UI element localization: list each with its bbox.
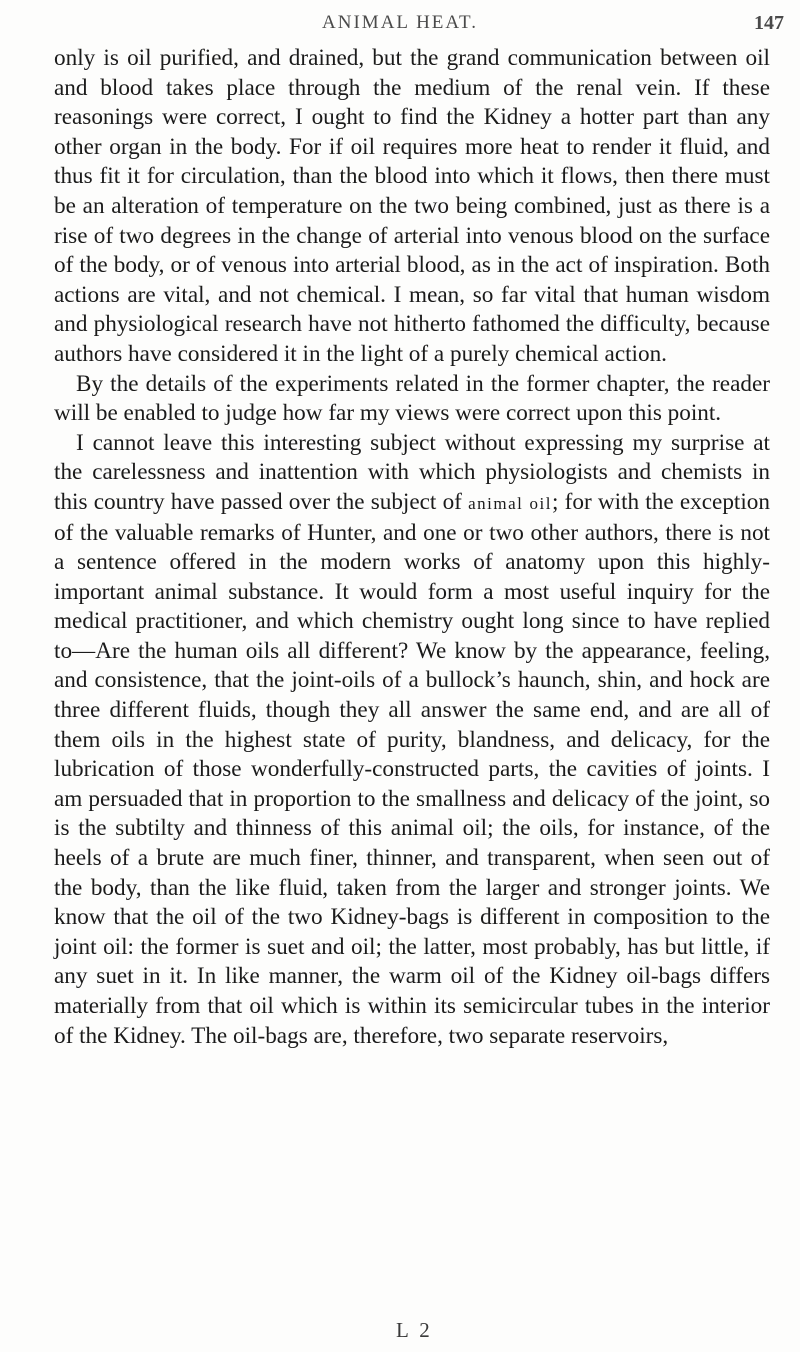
paragraph-text-start: I cannot leave this interesting subject without expressing my surprise at the carelessness and inattention with which physiologists and chemists in this country have passed over the subject of	[54, 429, 770, 515]
paragraph-experiments: By the details of the experiments related in the former chapter, the reader will be enabled to judge how far my views were correct upon this point.	[54, 370, 770, 427]
signature-mark: L 2	[396, 1318, 433, 1342]
running-head	[0, 12, 800, 38]
running-title: ANIMAL HEAT.	[322, 12, 478, 33]
paragraph-animal-oil	[54, 429, 770, 1051]
page-number: 147	[754, 12, 784, 34]
body-text	[54, 44, 770, 1051]
small-caps-term: animal oil	[468, 493, 552, 513]
paragraph-continued: only is oil purified, and drained, but the grand communication between oil and blood takes place through the medium of the renal vein. If these reasonings were correct, I ought to find the Kidney a hotter part than any other organ in the body. For if oil requires more heat to render it fluid, and thus fit it for circulation, than the blood into which it flows, then there must be an alteration of temperature on the two being combined, just as there is a rise of two degrees in the change of arterial into venous blood on the surface of the body, or of venous into arterial blood, as in the act of inspiration. Both actions are vital, and not chemical. I mean, so far vital that human wisdom and physiological research have not hitherto fathomed the difficulty, because authors have considered it in the light of a purely chemical action.	[54, 45, 770, 367]
paragraph-text-end: ; for with the exception of the valuable remarks of Hunter, and one or two other authors, there is not a sentence offered in the modern works of anatomy upon this highly-important animal substance. It would form a most useful inquiry for the medical practitioner, and which chemistry ought long since to have replied to—Are the human oils all different? We know by the appearance, feeling, and consistence, that the joint-oils of a bullock’s haunch, shin, and hock are three different fluids, though they all answer the same end, and are all of them oils in the highest state of purity, blandness, and delicacy, for the lubrication of those wonderfully-constructed parts, the cavities of joints. I am persuaded that in proportion to the smallness and delicacy of the joint, so is the subtilty and thinness of this animal oil; the oils, for instance, of the heels of a brute are much finer, thinner, and transparent, when seen out of the body, than the like fluid, taken from the larger and stronger joints. We know that the oil of the two Kidney-bags is different in composition to the joint oil: the former is suet and oil; the latter, most probably, has but little, if any suet in it. In like manner, the warm oil of the Kidney oil-bags differs materially from that oil which is within its semicircular tubes in the interior of the Kidney. The oil-bags are, therefore, two separate reservoirs,	[54, 488, 770, 1049]
